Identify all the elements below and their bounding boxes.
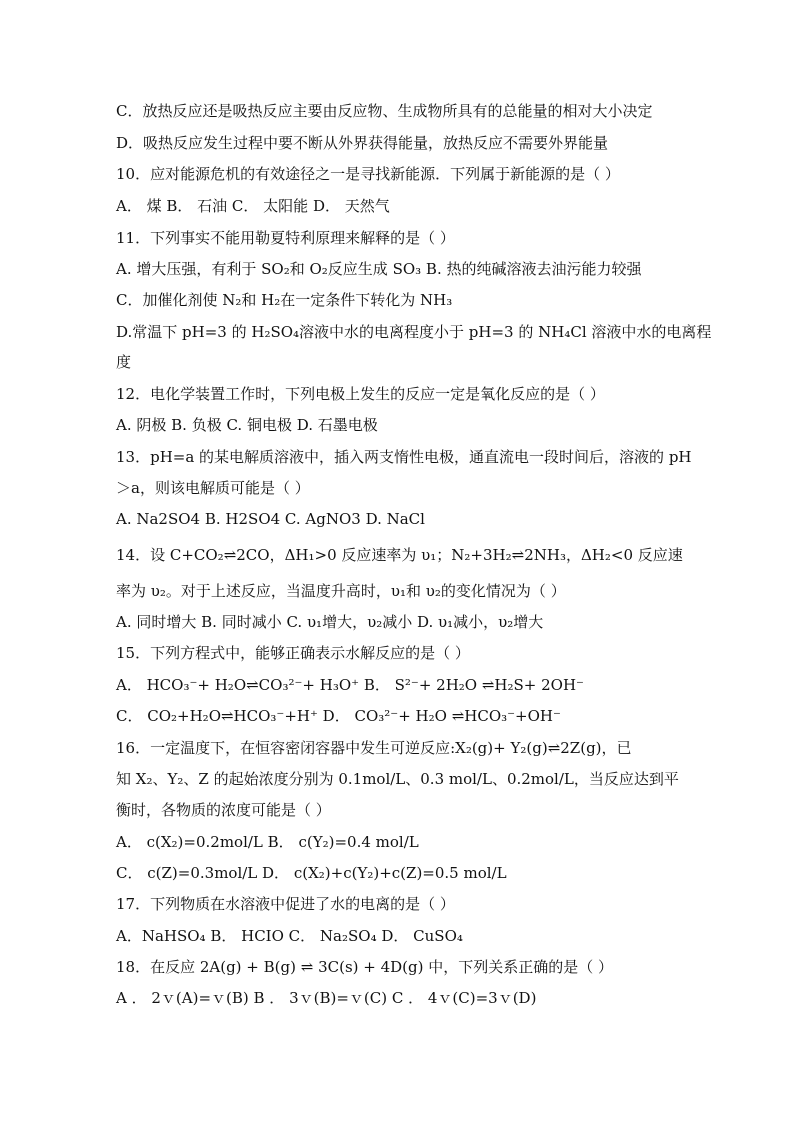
question-16: 16．一定温度下，在恒容密闭容器中发生可逆反应:X₂(g)+ Y₂(g)⇌2Z(g)，已 (116, 739, 632, 757)
question-13: 13．pH=a 的某电解质溶液中，插入两支惰性电极，通直流电一段时间后，溶液的 pH (116, 448, 692, 466)
question-11-option-ab: A. 增大压强，有利于 SO₂和 O₂反应生成 SO₃ B. 热的纯碱溶液去油污能力较强 (116, 260, 642, 278)
text-line: 度 (116, 353, 132, 371)
question-18: 18．在反应 2A(g) + B(g) ⇌ 3C(s) + 4D(g) 中，下列关系正确的是（ ） (116, 958, 614, 976)
question-17-options: A．NaHSO₄ B． HCIO C． Na₂SO₄ D． CuSO₄ (116, 927, 463, 945)
question-15: 15．下列方程式中，能够正确表示水解反应的是（ ） (116, 644, 470, 662)
question-10: 10．应对能源危机的有效途径之一是寻找新能源．下列属于新能源的是（ ） (116, 165, 620, 183)
text-line: D．吸热反应发生过程中要不断从外界获得能量，放热反应不需要外界能量 (116, 134, 609, 152)
question-18-options: A ． 2ｖ(A)=ｖ(B) B ． 3ｖ(B)=ｖ(C) C ． 4ｖ(C)=3ｖ(D) (116, 989, 537, 1007)
question-12-options: A. 阴极 B. 负极 C. 铜电极 D. 石墨电极 (116, 416, 378, 434)
question-10-options: A． 煤 B． 石油 C． 太阳能 D． 天然气 (116, 197, 390, 215)
question-13-options: A. Na2SO4 B. H2SO4 C. AgNO3 D. NaCl (116, 510, 425, 528)
text-line: 率为 υ₂。对于上述反应，当温度升高时，υ₁和 υ₂的变化情况为（ ） (116, 582, 566, 600)
question-11: 11．下列事实不能用勒夏特利原理来解释的是（ ） (116, 229, 455, 247)
question-17: 17．下列物质在水溶液中促进了水的电离的是（ ） (116, 895, 455, 913)
question-14: 14．设 C+CO₂⇌2CO，ΔH₁>0 反应速率为 υ₁；N₂+3H₂⇌2NH₃，ΔH₂<0 反应速 (116, 546, 683, 564)
question-12: 12．电化学装置工作时，下列电极上发生的反应一定是氧化反应的是（ ） (116, 385, 605, 403)
question-16-option-ab: A． c(X₂)=0.2mol/L B． c(Y₂)=0.4 mol/L (116, 833, 419, 851)
text-line: C．放热反应还是吸热反应主要由反应物、生成物所具有的总能量的相对大小决定 (116, 102, 653, 120)
question-11-option-d: D.常温下 pH=3 的 H₂SO₄溶液中水的电离程度小于 pH=3 的 NH₄Cl 溶液中水的电离程 (116, 323, 712, 341)
question-15-option-ab: A． HCO₃⁻+ H₂O⇌CO₃²⁻+ H₃O⁺ B． S²⁻+ 2H₂O ⇌H₂S+ 2OH⁻ (116, 676, 584, 694)
text-line: 衡时，各物质的浓度可能是（ ） (116, 801, 331, 819)
question-15-option-cd: C． CO₂+H₂O⇌HCO₃⁻+H⁺ D． CO₃²⁻+ H₂O ⇌HCO₃⁻+OH⁻ (116, 707, 561, 725)
text-line: ＞a，则该电解质可能是（ ） (116, 479, 310, 497)
question-16-option-cd: C． c(Z)=0.3mol/L D． c(X₂)+c(Y₂)+c(Z)=0.5 mol/L (116, 864, 507, 882)
question-14-options: A. 同时增大 B. 同时减小 C. υ₁增大，υ₂减小 D. υ₁减小，υ₂增大 (116, 613, 544, 631)
question-11-option-c: C．加催化剂使 N₂和 H₂在一定条件下转化为 NH₃ (116, 291, 453, 309)
text-line: 知 X₂、Y₂、Z 的起始浓度分别为 0.1mol/L、0.3 mol/L、0.2mol/L，当反应达到平 (116, 770, 679, 788)
